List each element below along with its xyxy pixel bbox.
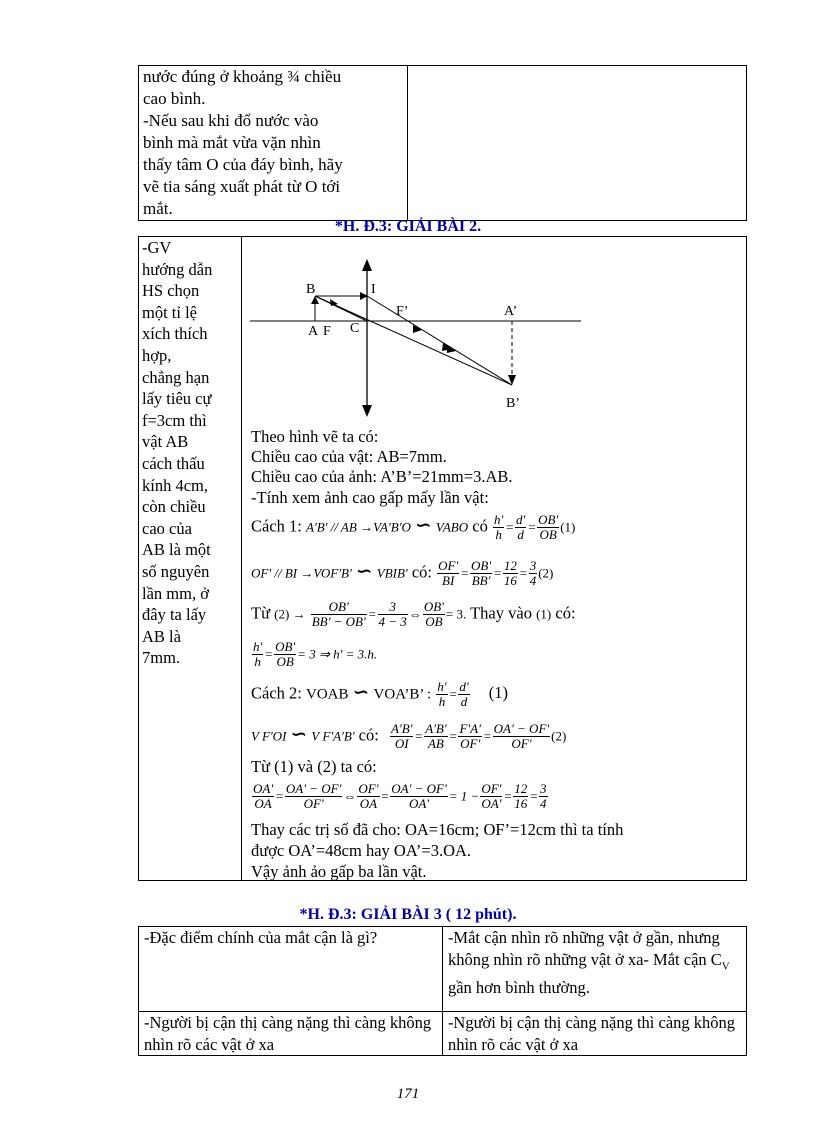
label-b-prime: B’ <box>506 396 520 411</box>
section-heading-bai2: *H. Đ.3: GIẢI BÀI 2. <box>334 218 482 235</box>
text-line: -Nếu sau khi đổ nước vào <box>143 111 319 130</box>
text-line: số nguyên <box>142 561 210 581</box>
text-line: chẳng hạn <box>142 367 210 387</box>
text: có: <box>411 562 432 582</box>
text-line: vật AB <box>142 432 189 452</box>
answer-text: gần hơn bình thường. <box>447 978 590 998</box>
result-line: $\frac{h'}{h}$ = $\frac{OB'}{OB}$ = 3 ⇒ h' = 3.h. <box>253 639 378 669</box>
text-line: còn chiều <box>142 497 206 517</box>
text: có <box>472 516 488 536</box>
ray-to-c <box>315 296 367 321</box>
text-line: một tỉ lệ <box>142 302 197 322</box>
text-line: nước đúng ở khoảng ¾ chiều <box>143 67 342 86</box>
text-line: -GV <box>142 238 172 257</box>
answer-text: -Người bị cận thị càng nặng thì càng không nhìn rõ các vật ở xa <box>447 1013 736 1054</box>
lens-arrow-top <box>362 259 372 271</box>
text-line: 7mm. <box>142 648 181 668</box>
text-line: xích thích <box>142 324 208 344</box>
text-line: Từ (1) và (2) ta có: <box>251 757 377 776</box>
ray-through-center <box>315 296 512 385</box>
label-f: F <box>323 324 331 339</box>
method2-line: Cách 2: VOAB ∽ VOA’B’ : $\frac{h'}{h}$ = $\frac{d'}{d}$ (1) <box>251 679 509 709</box>
text-line: Vậy ảnh ảo gấp ba lần vật. <box>251 862 427 881</box>
lens-ray-diagram <box>242 237 745 422</box>
label-i: I <box>371 282 376 297</box>
text-line: Thay các trị số đã cho: OA=16cm; OF’=12cm thì ta tính <box>251 820 624 839</box>
text-line: lần mm, ở <box>142 583 209 603</box>
text-line: cách thấu <box>142 453 205 473</box>
label-f-prime: F’ <box>396 304 409 319</box>
text-line: vẽ tia sáng xuất phát từ O tới <box>143 177 341 196</box>
math-expr: VBIB' <box>376 565 408 581</box>
text-line: Theo hình vẽ ta có: <box>251 427 379 446</box>
label-c: C <box>350 321 360 336</box>
section-heading-bai3: *H. Đ.3: GIẢI BÀI 3 ( 12 phút). <box>299 906 517 923</box>
math-expr: A'B' // AB →VA'B'O <box>306 519 411 535</box>
text-line: AB là một <box>142 540 211 560</box>
math-expr: OF' // BI →VOF'B' <box>251 565 352 581</box>
answer-cell <box>442 927 746 1012</box>
label-a: A <box>308 324 319 339</box>
text-line: AB là <box>142 626 181 646</box>
text-line: -Tính xem ảnh cao gấp mấy lần vật: <box>251 488 489 507</box>
table-top-left-cell <box>139 66 408 221</box>
ray-arrowhead <box>447 345 456 353</box>
fraction: $\frac{d'}{d}$ <box>516 512 526 542</box>
text-line: cao bình. <box>143 89 206 108</box>
solution-cell <box>242 237 747 881</box>
tu-line: Từ (2) → $\frac{OB'}{BB' - OB'}$ = $\frac{3}{4 - 3}$ ⇔ $\frac{OB'}{OB}$ = 3. Thay vào (1) có: <box>251 599 576 629</box>
text-line: hướng dẫn <box>142 259 213 279</box>
answer-cell <box>442 1012 746 1056</box>
text-line: mắt. <box>143 199 173 218</box>
ray-refracted <box>367 296 512 385</box>
table-bai2 <box>138 236 747 881</box>
final-equation: $\frac{OA'}{OA}$ = $\frac{OA' - OF'}{OF'}$ ⇔ $\frac{OF'}{OA}$ = $\frac{OA' - OF'}{OA'}$ = 1 − $\frac{OF'}{OA'}$ = $\frac{12}{16}$ = $\frac{3}{4}$ <box>253 781 547 811</box>
method2-line2: V F'OI ∽ V F'A'B' có: $\frac{A'B'}{OI}$ = $\frac{A'B'}{AB}$ = $\frac{F'A'}{OF'}$ = $\frac{OA' - OF'}{OF'}$ (2) <box>251 721 567 751</box>
question-cell <box>139 927 443 1012</box>
label-b: B <box>306 282 316 297</box>
text-line: f=3cm thì <box>142 410 207 430</box>
answer-text: -Mắt cận nhìn rõ những vật ở gần, nhưng không nhìn rõ những vật ở xa- Mắt cận C <box>447 928 722 969</box>
table-bai3 <box>138 926 747 1056</box>
text-line: hợp, <box>142 345 172 365</box>
fraction: $\frac{OB'}{OB}$ <box>538 512 559 542</box>
question-text: -Đặc điểm chính của mắt cận là gì? <box>144 928 378 947</box>
teacher-guidance-cell <box>139 237 242 881</box>
lens-arrow-bottom <box>362 405 372 417</box>
method1-line: Cách 1: A'B' // AB →VA'B'O ∽ VABO có $\frac{h'}{h}$ = $\frac{d'}{d}$ = $\frac{OB'}{OB}$ (1) <box>251 512 576 542</box>
method1-label: Cách 1: <box>251 516 302 536</box>
text-line: Chiều cao của ảnh: A’B’=21mm=3.AB. <box>251 467 513 486</box>
table-top-right-cell <box>408 66 747 221</box>
method1-line2: OF' // BI →VOF'B' ∽ VBIB' có: $\frac{OF'}{BI}$ = $\frac{OB'}{BB'}$ = $\frac{12}{16}$ = $\frac{3}{4}$ (2) <box>251 558 554 588</box>
text-line: đây ta lấy <box>142 605 207 625</box>
text-line: thấy tâm O của đáy bình, hãy <box>143 155 343 174</box>
question-cell <box>139 1012 443 1056</box>
math-expr: VABO <box>435 519 469 535</box>
text-line: được OA’=48cm hay OA’=3.OA. <box>251 841 472 860</box>
subscript: V <box>721 959 730 972</box>
table-top <box>138 65 747 221</box>
fraction: $\frac{h'}{h}$ <box>493 512 504 542</box>
text-line: bình mà mắt vừa vặn nhìn <box>143 133 321 152</box>
ray-arrowhead <box>330 299 338 306</box>
text-line: kính 4cm, <box>142 475 208 495</box>
text-line: HS chọn <box>142 281 200 301</box>
text-line: lấy tiêu cự <box>142 389 212 409</box>
text-line: Chiều cao của vật: AB=7mm. <box>251 447 447 466</box>
question-text: -Người bị cận thị càng nặng thì càng không nhìn rõ các vật ở xa <box>144 1013 432 1054</box>
text-line: cao của <box>142 518 192 538</box>
page-number: 171 <box>396 1086 420 1102</box>
label-a-prime: A’ <box>504 304 518 319</box>
